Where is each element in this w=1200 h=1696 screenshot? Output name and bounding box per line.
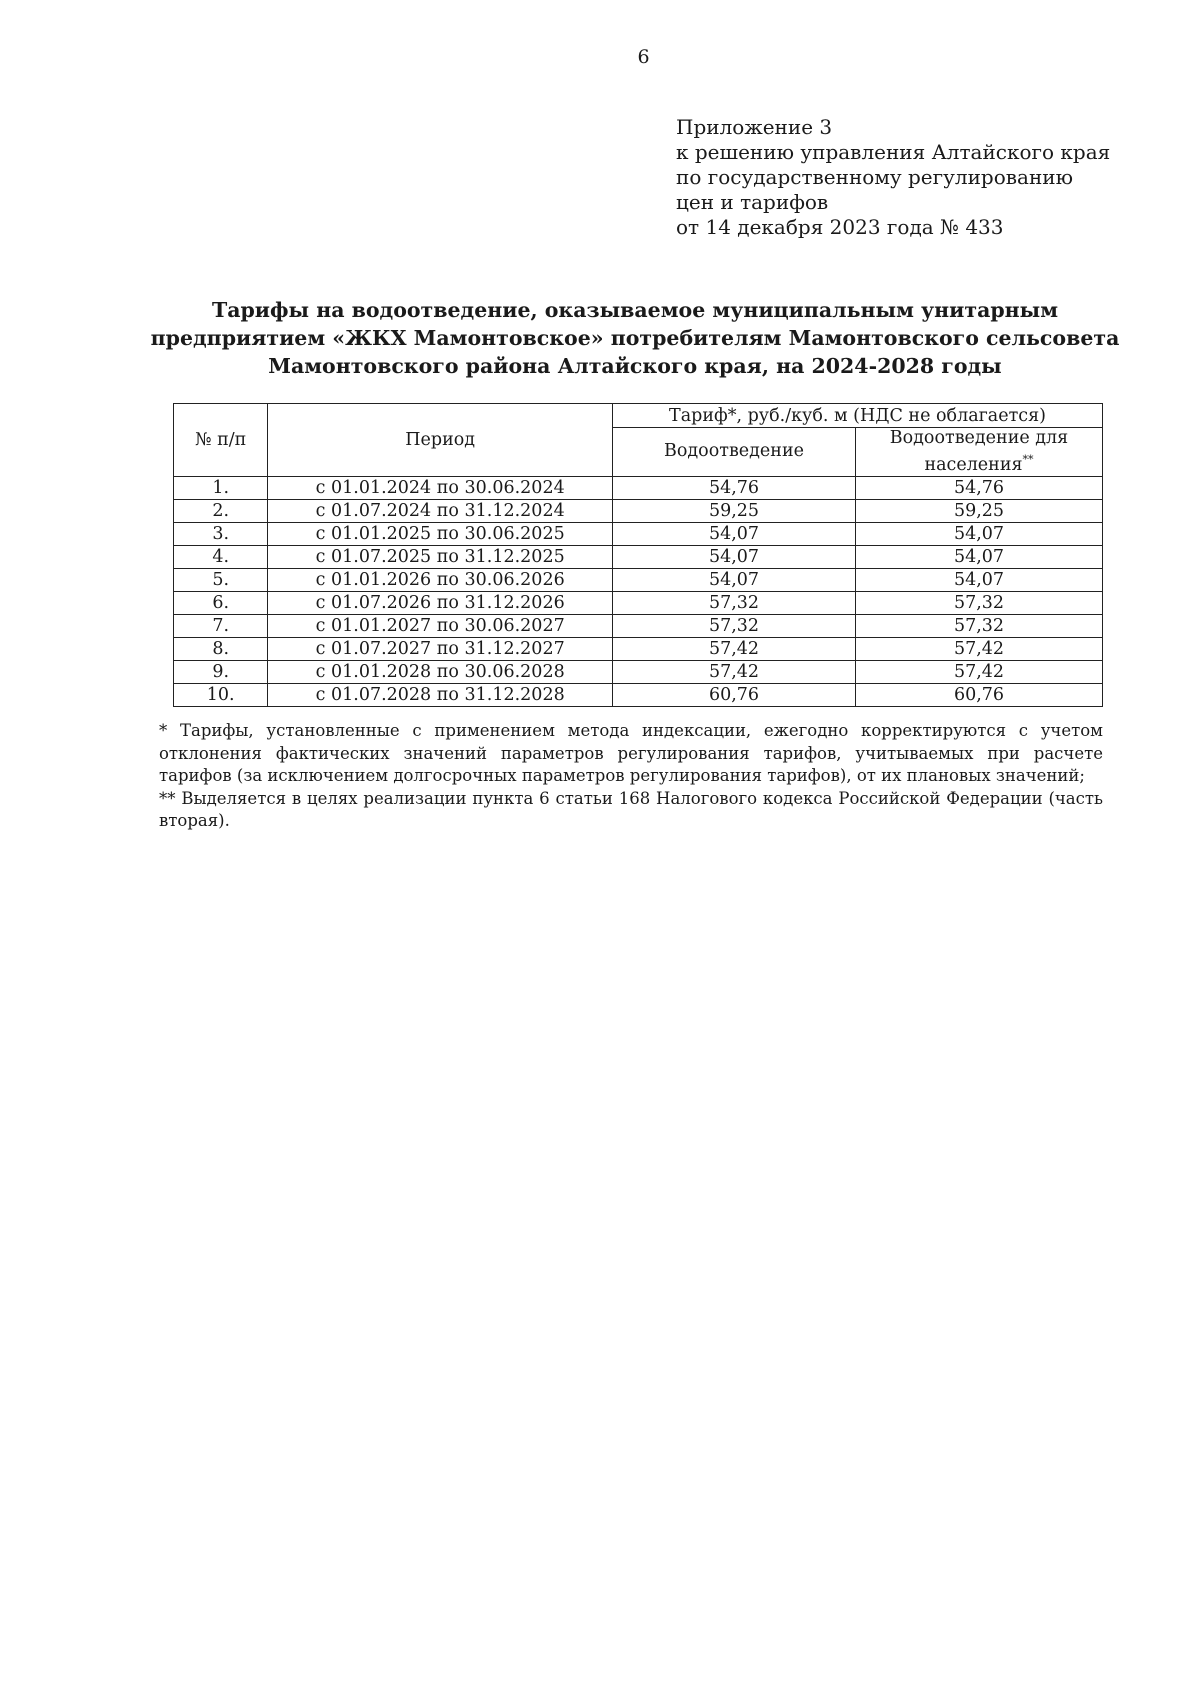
table-row [174, 545, 1103, 568]
cell-period: с 01.07.2027 по 31.12.2027 [268, 637, 613, 660]
cell-population: 57,42 [856, 637, 1103, 660]
tariff-table [173, 403, 1103, 707]
table-row [174, 522, 1103, 545]
header-population [856, 428, 1103, 477]
cell-water: 59,25 [613, 499, 856, 522]
document-title [150, 296, 1120, 380]
cell-period: с 01.07.2024 по 31.12.2024 [268, 499, 613, 522]
appendix-line: к решению управления Алтайского края [676, 140, 1111, 164]
title-line: Тарифы на водоотведение, оказываемое муниципальным унитарным [211, 298, 1059, 322]
cell-num: 10. [174, 683, 268, 706]
cell-num: 4. [174, 545, 268, 568]
appendix-block [676, 115, 1110, 240]
cell-water: 54,76 [613, 476, 856, 499]
cell-num: 7. [174, 614, 268, 637]
cell-population: 60,76 [856, 683, 1103, 706]
cell-water: 54,07 [613, 568, 856, 591]
cell-population: 54,76 [856, 476, 1103, 499]
cell-population: 54,07 [856, 522, 1103, 545]
cell-num: 5. [174, 568, 268, 591]
appendix-line: от 14 декабря 2023 года № 433 [676, 215, 1004, 239]
footnote-mark: ** [1022, 453, 1034, 466]
table-row [174, 499, 1103, 522]
footnote-1: * Тарифы, установленные с применением метода индексации, ежегодно корректируются с учетом отклонения фактических значений параметров регулирования тарифов, учитываемых при расчете тарифов (за исключением долгосрочных параметров регулирования тарифов), от их плановых значений; [159, 721, 1103, 785]
table-row [174, 660, 1103, 683]
tariff-table-body [174, 476, 1103, 706]
cell-water: 57,42 [613, 637, 856, 660]
cell-period: с 01.01.2025 по 30.06.2025 [268, 522, 613, 545]
cell-period: с 01.01.2026 по 30.06.2026 [268, 568, 613, 591]
cell-population: 57,32 [856, 614, 1103, 637]
footnotes [159, 720, 1103, 833]
footnote-2: ** Выделяется в целях реализации пункта 6 статьи 168 Налогового кодекса Российской Федерации (часть вторая). [159, 788, 1103, 830]
table-row [174, 476, 1103, 499]
appendix-line: по государственному регулированию [676, 165, 1074, 189]
cell-water: 60,76 [613, 683, 856, 706]
title-line: предприятием «ЖКХ Мамонтовское» потребителям Мамонтовского сельсовета [150, 326, 1120, 350]
cell-water: 54,07 [613, 545, 856, 568]
cell-population: 54,07 [856, 568, 1103, 591]
cell-period: с 01.01.2024 по 30.06.2024 [268, 476, 613, 499]
cell-water: 54,07 [613, 522, 856, 545]
appendix-line: Приложение 3 [676, 115, 833, 139]
table-row [174, 591, 1103, 614]
appendix-line: цен и тарифов [676, 190, 829, 214]
cell-period: с 01.07.2026 по 31.12.2026 [268, 591, 613, 614]
cell-num: 9. [174, 660, 268, 683]
cell-period: с 01.01.2027 по 30.06.2027 [268, 614, 613, 637]
cell-num: 2. [174, 499, 268, 522]
table-row [174, 614, 1103, 637]
header-tariff-group: Тариф*, руб./куб. м (НДС не облагается) [613, 404, 1103, 428]
cell-population: 54,07 [856, 545, 1103, 568]
header-population-line1: Водоотведение для [889, 428, 1069, 448]
cell-num: 6. [174, 591, 268, 614]
cell-num: 3. [174, 522, 268, 545]
cell-num: 8. [174, 637, 268, 660]
header-num: № п/п [174, 404, 268, 477]
page-number: 6 [637, 46, 650, 68]
cell-num: 1. [174, 476, 268, 499]
cell-water: 57,42 [613, 660, 856, 683]
header-water: Водоотведение [613, 428, 856, 477]
cell-water: 57,32 [613, 591, 856, 614]
header-period: Период [268, 404, 613, 477]
table-row [174, 568, 1103, 591]
title-line: Мамонтовского района Алтайского края, на 2024-2028 годы [268, 354, 1002, 378]
cell-water: 57,32 [613, 614, 856, 637]
cell-population: 57,32 [856, 591, 1103, 614]
cell-period: с 01.01.2028 по 30.06.2028 [268, 660, 613, 683]
table-row [174, 637, 1103, 660]
header-population-line2: населения [924, 454, 1023, 475]
table-row [174, 683, 1103, 706]
cell-population: 57,42 [856, 660, 1103, 683]
cell-period: с 01.07.2025 по 31.12.2025 [268, 545, 613, 568]
cell-period: с 01.07.2028 по 31.12.2028 [268, 683, 613, 706]
cell-population: 59,25 [856, 499, 1103, 522]
